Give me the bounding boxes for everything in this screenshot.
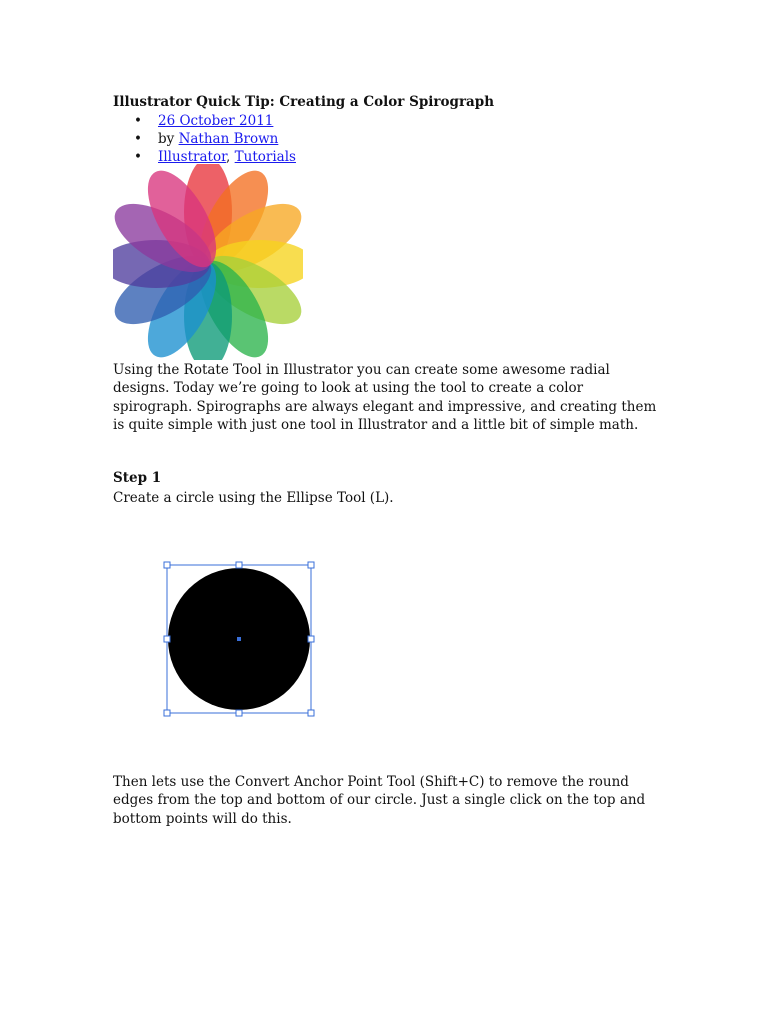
selection-handle-icon <box>236 710 242 716</box>
spirograph-petals <box>113 164 303 360</box>
bullet-icon: • <box>134 149 142 165</box>
center-point-icon <box>237 637 241 641</box>
intro-paragraph: Using the Rotate Tool in Illustrator you can create some awesome radial designs. Today we’re going to look at using the tool to create a color spirograph. Spirographs are always elegant and impressive, and creating them is quite simple with just one tool in Illustrator and a little bit of simple math. <box>113 362 657 433</box>
color-spirograph-image <box>113 164 303 360</box>
article-meta-list <box>113 112 296 166</box>
outro-paragraph: Then lets use the Convert Anchor Point Tool (Shift+C) to remove the round edges from the top and bottom of our circle. Just a single click on the top and bottom points will do this. <box>113 774 646 827</box>
selection-handle-icon <box>164 562 170 568</box>
selection-handle-icon <box>308 710 314 716</box>
bullet-icon: • <box>134 113 142 129</box>
meta-author-item <box>113 130 296 148</box>
bullet-icon: • <box>134 131 142 147</box>
category-separator: , <box>226 149 235 165</box>
selected-circle-image <box>160 560 320 720</box>
step-1-heading: Step 1 <box>113 470 162 486</box>
date-link[interactable]: 26 October 2011 <box>158 113 274 129</box>
author-link[interactable]: Nathan Brown <box>178 131 279 147</box>
by-label: by <box>158 131 179 147</box>
meta-date-item <box>113 112 296 130</box>
selection-handle-icon <box>308 562 314 568</box>
category-tutorials-link[interactable]: Tutorials <box>234 149 296 165</box>
category-illustrator-link[interactable]: Illustrator <box>158 149 227 165</box>
selection-handle-icon <box>164 710 170 716</box>
selection-handle-icon <box>164 636 170 642</box>
step-1-text: Create a circle using the Ellipse Tool (L). <box>113 490 394 506</box>
selection-handle-icon <box>308 636 314 642</box>
article-title: Illustrator Quick Tip: Creating a Color Spirograph <box>113 94 495 110</box>
selection-handle-icon <box>236 562 242 568</box>
